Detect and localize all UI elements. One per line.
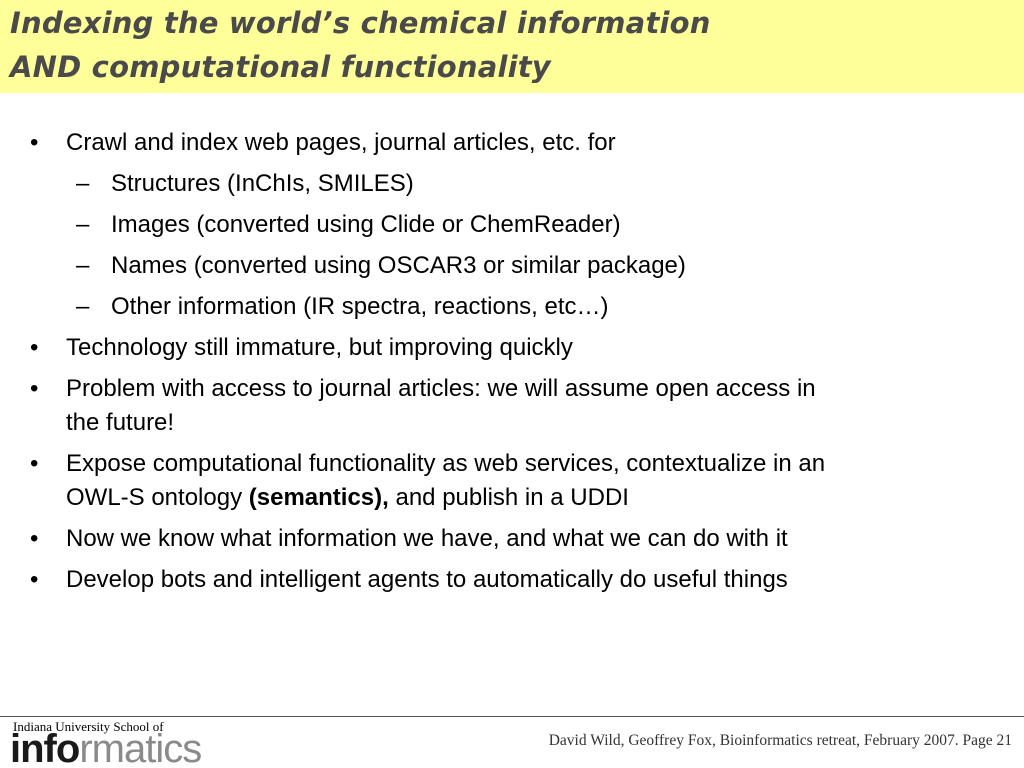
sub-bullet-text: Structures (InChIs, SMILES) [111, 170, 414, 197]
sub-bullet-marker: – [76, 211, 90, 238]
sub-bullet-marker: – [76, 170, 90, 197]
sub-bullet-text: Names (converted using OSCAR3 or similar package) [111, 252, 686, 279]
slide-title-line-2: AND computational functionality [10, 50, 551, 84]
bullet-marker: • [30, 450, 39, 477]
informatics-logo [10, 728, 201, 768]
sub-bullet-text: Images (converted using Clide or ChemReader) [111, 211, 621, 238]
semantics-emphasis: (semantics), [248, 484, 389, 511]
bullet-text: Crawl and index web pages, journal articles, etc. for [66, 129, 616, 156]
bullet-text-line-1: Expose computational functionality as web services, contextualize in an [66, 450, 826, 477]
bullet-marker: • [30, 334, 39, 361]
bullet-marker: • [30, 129, 39, 156]
bullet-text [66, 447, 976, 515]
footer-credit: David Wild, Geoffrey Fox, Bioinformatics retreat, February 2007. Page 21 [548, 732, 1012, 749]
sub-bullet-marker: – [76, 293, 90, 320]
title-band [0, 0, 1024, 93]
bullet-text: Develop bots and intelligent agents to automatically do useful things [66, 566, 788, 593]
slide-title-line-1: Indexing the world’s chemical information [10, 6, 711, 40]
logo-part-dark: info [10, 727, 80, 768]
bullet-text: Now we know what information we have, and what we can do with it [66, 525, 788, 552]
bullet-marker: • [30, 525, 39, 552]
bullet-text-line-2-start: OWL-S ontology [66, 484, 249, 511]
sub-bullet-marker: – [76, 252, 90, 279]
bullet-marker: • [30, 375, 39, 402]
bullet-text-line-2-end: and publish in a UDDI [388, 484, 629, 511]
bullet-text-line-1: Problem with access to journal articles: we will assume open access in [66, 375, 816, 402]
logo-part-light: rmatics [79, 727, 202, 768]
bullet-text: Technology still immature, but improving quickly [66, 334, 573, 361]
bullet-text-line-2: the future! [66, 409, 175, 436]
sub-bullet-text: Other information (IR spectra, reactions, etc…) [111, 293, 609, 320]
school-caption: Indiana University School of [13, 719, 164, 734]
footer-divider [0, 716, 1024, 717]
bullet-text [66, 372, 976, 440]
bullet-marker: • [30, 566, 39, 593]
